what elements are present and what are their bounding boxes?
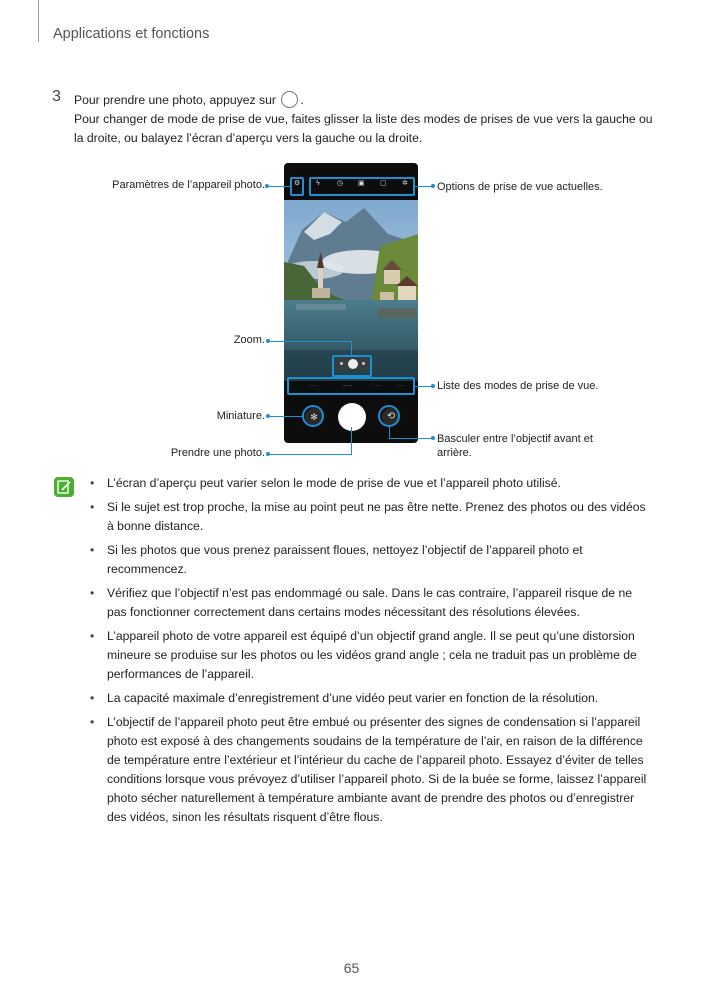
list-item: • L’écran d’aperçu peut varier selon le mode de prise de vue et l’appareil photo utilisé. — [90, 476, 561, 490]
zoom-leader-h — [270, 341, 352, 342]
callout-thumbnail: Miniature. — [216, 410, 265, 422]
settings-highlight — [290, 177, 304, 196]
switch-leader-h — [389, 438, 432, 439]
thumbnail-highlight — [302, 405, 324, 427]
page-number: 65 — [343, 960, 360, 976]
switch-dot — [431, 436, 435, 440]
note-text: Si les photos que vous prenez paraissent floues, nettoyez l’objectif de l’appareil photo et recommencez. — [107, 543, 583, 576]
list-item: • La capacité maximale d’enregistrement d’une vidéo peut varier en fonction de la résolution. — [90, 691, 599, 705]
zoom-dot — [266, 339, 270, 343]
settings-dot — [265, 184, 269, 188]
note-text: Si le sujet est trop proche, la mise au point peut ne pas être nette. Prenez des photos ou des vidéos à bonne distance. — [107, 500, 646, 533]
modes-dot — [431, 384, 435, 388]
options-highlight — [309, 177, 415, 196]
shutter-button[interactable] — [338, 403, 366, 431]
list-item: • Si le sujet est trop proche, la mise au point peut ne pas être nette. Prenez des photos ou des vidéos à bonne distance. — [90, 500, 646, 533]
notes-list — [90, 474, 652, 832]
timer-icon[interactable]: ◷ — [337, 180, 344, 187]
filter-icon[interactable]: ✲ — [402, 180, 408, 187]
list-item: • L’objectif de l’appareil photo peut être embué ou présenter des signes de condensation si l’appareil photo est exposé à des changements soudains de la température de l’air, en raison de la différence de température entre l’extérieur et l’intérieur du cache de l’appareil photo. Essayez d’éviter de telles conditions lorsque vous prévoyez d’utiliser l’appareil photo. Si de la buée se forme, laissez l’appareil photo sécher naturellement à température ambiante avant de prendre des photos ou d’enregistrer des vidéos, sinon les résultats risquent d’être flous. — [90, 715, 647, 824]
capture-leader-v — [351, 427, 352, 454]
callout-zoom: Zoom. — [233, 334, 265, 346]
callout-capture: Prendre une photo. — [170, 447, 265, 459]
callout-switch: Basculer entre l’objectif avant et arrière. — [437, 433, 593, 459]
note-text: L’appareil photo de votre appareil est équipé d’un objectif grand angle. Il se peut qu’une distorsion mineure se produise sur les photos ou les vidéos grand angle ; cela ne traduit pas un problème de performances de l’appareil. — [107, 629, 637, 681]
thumbnail-leader — [270, 416, 302, 417]
step-instruction — [74, 91, 304, 108]
thumbnail-dot — [266, 414, 270, 418]
callout-settings: Paramètres de l’appareil photo. — [112, 179, 265, 191]
header-rule — [38, 0, 39, 42]
zoom-highlight — [332, 355, 372, 377]
flash-icon[interactable]: ϟ — [316, 180, 320, 187]
aspect-ratio-icon[interactable]: ▣ — [358, 180, 365, 187]
modes-highlight — [287, 377, 415, 395]
step-paragraph: Pour changer de mode de prise de vue, faites glisser la liste des modes de prises de vue vers la gauche ou la droite, ou balayez l’écran d’aperçu vers la gauche ou la droite. — [74, 112, 653, 145]
step-number: 3 — [52, 88, 61, 105]
switch-camera-icon[interactable]: ⟲ — [382, 408, 400, 426]
mode-item[interactable]: ····· — [396, 383, 405, 388]
options-dot — [431, 184, 435, 188]
zoom-leader-v — [351, 341, 352, 355]
gear-icon[interactable]: ⚙ — [294, 180, 301, 187]
callout-modes: Liste des modes de prise de vue. — [437, 380, 599, 392]
thumbnail-icon[interactable]: ✻ — [305, 408, 323, 426]
settings-leader — [269, 186, 290, 187]
options-leader — [415, 186, 432, 187]
capture-leader-h — [270, 454, 352, 455]
step-instruction-end: . — [300, 93, 304, 107]
step-instruction-text: Pour prendre une photo, appuyez sur — [74, 93, 276, 107]
note-text: La capacité maximale d’enregistrement d’une vidéo peut varier en fonction de la résolution. — [107, 691, 599, 705]
capture-dot — [266, 452, 270, 456]
camera-screen — [284, 163, 418, 443]
modes-leader — [415, 386, 432, 387]
motion-photo-icon[interactable]: ▢ — [380, 180, 387, 187]
page-header-title: Applications et fonctions — [53, 26, 210, 42]
switch-leader-v — [389, 427, 390, 438]
mode-item[interactable]: ·· — [288, 383, 292, 388]
note-text: Vérifiez que l’objectif n’est pas endommagé ou sale. Dans le cas contraire, l’appareil risque de ne pas fonctionner correctement dans certains modes nécessitant des résolutions élevées. — [107, 586, 633, 619]
mode-item-active[interactable]: ······ — [342, 383, 353, 388]
list-item: • Vérifiez que l’objectif n’est pas endommagé ou sale. Dans le cas contraire, l’appareil risque de ne pas fonctionner correctement dans certains modes nécessitant des résolutions élevées. — [90, 586, 633, 619]
note-pencil-icon — [54, 477, 74, 497]
mode-item[interactable]: ···· — [374, 383, 381, 388]
switch-highlight — [378, 405, 400, 427]
note-text: L’écran d’aperçu peut varier selon le mode de prise de vue et l’appareil photo utilisé. — [107, 476, 561, 490]
list-item: • L’appareil photo de votre appareil est équipé d’un objectif grand angle. Il se peut qu’une distorsion mineure se produise sur les photos ou les vidéos grand angle ; cela ne traduit pas un problème de performances de l’appareil. — [90, 629, 637, 681]
shutter-button-icon — [281, 91, 298, 108]
note-text: L’objectif de l’appareil photo peut être embué ou présenter des signes de condensation si l’appareil photo est exposé à des changements soudains de la température de l’air, en raison de la différence de température entre l’extérieur et l’intérieur du cache de l’appareil photo. Essayez d’éviter de telles conditions lorsque vous prévoyez d’utiliser l’appareil photo. Si de la buée se forme, laissez l’appareil photo sécher naturellement à température ambiante avant de prendre des photos ou d’enregistrer des vidéos, sinon les résultats risquent d’être flous. — [107, 715, 647, 824]
callout-options: Options de prise de vue actuelles. — [437, 181, 603, 193]
list-item: • Si les photos que vous prenez paraissent floues, nettoyez l’objectif de l’appareil photo et recommencez. — [90, 543, 583, 576]
mode-item[interactable]: ······ — [308, 383, 319, 388]
